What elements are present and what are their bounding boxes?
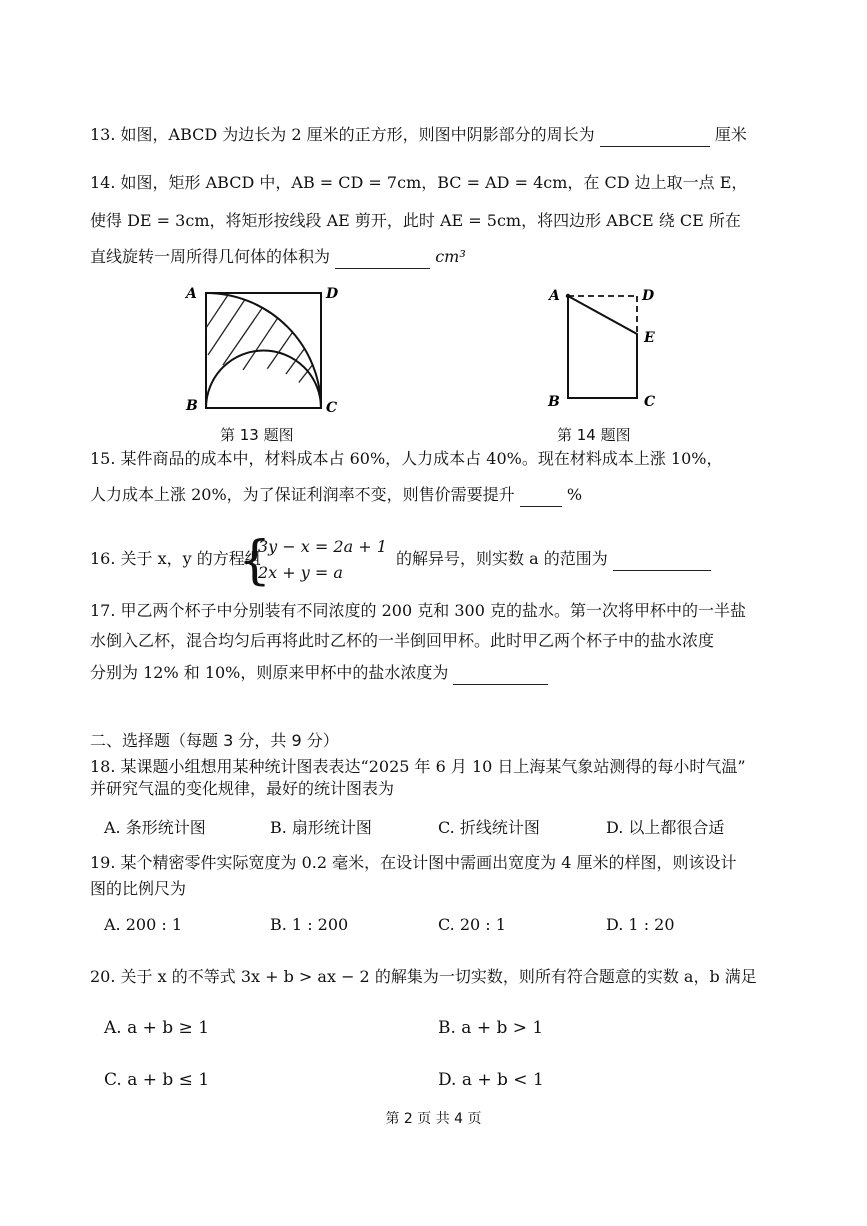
q16-prefix: 16. 关于 x，y 的方程组 bbox=[90, 549, 261, 568]
figure-13 bbox=[178, 280, 348, 420]
q15-line-1: 15. 某件商品的成本中，材料成本占 60%，人力成本占 40%。现在材料成本上涨 10%， bbox=[90, 449, 723, 468]
q19-option-d[interactable]: D. 1 : 20 bbox=[606, 915, 675, 934]
q14-line-3 bbox=[90, 246, 466, 269]
fig13-label-a: A bbox=[186, 286, 197, 302]
q19-option-c[interactable]: C. 20 : 1 bbox=[438, 915, 506, 934]
q17-line-2: 水倒入乙杯，混合均匀后再将此时乙杯的一半倒回甲杯。此时甲乙两个杯子中的盐水浓度 bbox=[90, 631, 715, 650]
q13-line bbox=[90, 124, 747, 147]
figure-14 bbox=[540, 280, 680, 420]
q15-text: 人力成本上涨 20%，为了保证利润率不变，则售价需要提升 bbox=[90, 485, 515, 504]
q16-answer-blank[interactable] bbox=[613, 548, 711, 571]
q20-option-d[interactable]: D. a + b < 1 bbox=[438, 1070, 544, 1090]
page-footer: 第 2 页 共 4 页 bbox=[385, 1111, 482, 1127]
q18-line-2: 并研究气温的变化规律，最好的统计图表为 bbox=[90, 779, 395, 798]
q16-brace: { bbox=[238, 531, 272, 591]
q17-line-1: 17. 甲乙两个杯子中分别装有不同浓度的 200 克和 300 克的盐水。第一次将甲杯中的一半盐 bbox=[90, 601, 746, 620]
q17-line-3 bbox=[90, 662, 548, 685]
q20-option-b[interactable]: B. a + b > 1 bbox=[438, 1018, 544, 1038]
q16-suffix: 的解异号，则实数 a 的范围为 bbox=[396, 549, 608, 568]
q19-line-2: 图的比例尺为 bbox=[90, 879, 187, 898]
q13-answer-blank[interactable] bbox=[600, 124, 710, 147]
q20-option-a[interactable]: A. a + b ≥ 1 bbox=[104, 1018, 210, 1038]
q13-text: 13. 如图，ABCD 为边长为 2 厘米的正方形，则图中阴影部分的周长为 bbox=[90, 125, 595, 144]
fig14-label-d: D bbox=[642, 288, 655, 304]
fig14-label-b: B bbox=[548, 394, 560, 410]
q18-option-b[interactable]: B. 扇形统计图 bbox=[270, 818, 372, 837]
fig13-label-b: B bbox=[186, 398, 198, 414]
fig13-label-c: C bbox=[326, 400, 338, 416]
fig14-label-e: E bbox=[644, 330, 655, 346]
q18-option-a[interactable]: A. 条形统计图 bbox=[104, 818, 206, 837]
q17-text: 分别为 12% 和 10%，则原来甲杯中的盐水浓度为 bbox=[90, 663, 449, 682]
q13-unit: 厘米 bbox=[714, 125, 747, 144]
q15-unit: % bbox=[566, 485, 583, 504]
q19-option-a[interactable]: A. 200 : 1 bbox=[104, 915, 183, 934]
fig14-label-a: A bbox=[549, 288, 560, 304]
q14-line-1: 14. 如图，矩形 ABCD 中，AB = CD = 7cm，BC = AD = 4cm，在 CD 边上取一点 E， bbox=[90, 173, 748, 192]
section-2-title: 二、选择题（每题 3 分，共 9 分） bbox=[90, 731, 339, 750]
q16-eq-2: 2x + y = a bbox=[258, 563, 343, 582]
q20-option-c[interactable]: C. a + b ≤ 1 bbox=[104, 1070, 210, 1090]
q14-answer-blank[interactable] bbox=[335, 246, 430, 269]
q19-option-b[interactable]: B. 1 : 200 bbox=[270, 915, 349, 934]
q18-option-d[interactable]: D. 以上都很合适 bbox=[606, 818, 725, 837]
fig14-caption: 第 14 题图 bbox=[557, 426, 631, 444]
q14-line-2: 使得 DE = 3cm，将矩形按线段 AE 剪开，此时 AE = 5cm，将四边形 ABCE 绕 CE 所在 bbox=[90, 211, 741, 230]
q16-eq-1: 3y − x = 2a + 1 bbox=[258, 537, 387, 556]
fig13-caption: 第 13 题图 bbox=[220, 426, 294, 444]
q19-line-1: 19. 某个精密零件实际宽度为 0.2 毫米，在设计图中需画出宽度为 4 厘米的样图，则该设计 bbox=[90, 853, 737, 872]
q18-option-c[interactable]: C. 折线统计图 bbox=[438, 818, 540, 837]
fig14-label-c: C bbox=[644, 394, 656, 410]
q15-answer-blank[interactable] bbox=[520, 484, 562, 507]
q14-text: 直线旋转一周所得几何体的体积为 bbox=[90, 247, 331, 266]
q14-unit: cm³ bbox=[435, 247, 466, 266]
fig13-label-d: D bbox=[326, 286, 339, 302]
q18-line-1: 18. 某课题小组想用某种统计图表表达“2025 年 6 月 10 日上海某气象站测得的每小时气温” bbox=[90, 757, 746, 776]
q15-line-2 bbox=[90, 484, 582, 507]
q16-suffix-line bbox=[396, 548, 711, 571]
fig14-quadrilateral bbox=[568, 296, 637, 398]
q20-line-1: 20. 关于 x 的不等式 3x + b > ax − 2 的解集为一切实数，则所有符合题意的实数 a，b 满足 bbox=[90, 967, 757, 986]
fig13-small-arc bbox=[206, 351, 321, 408]
q17-answer-blank[interactable] bbox=[453, 662, 548, 685]
